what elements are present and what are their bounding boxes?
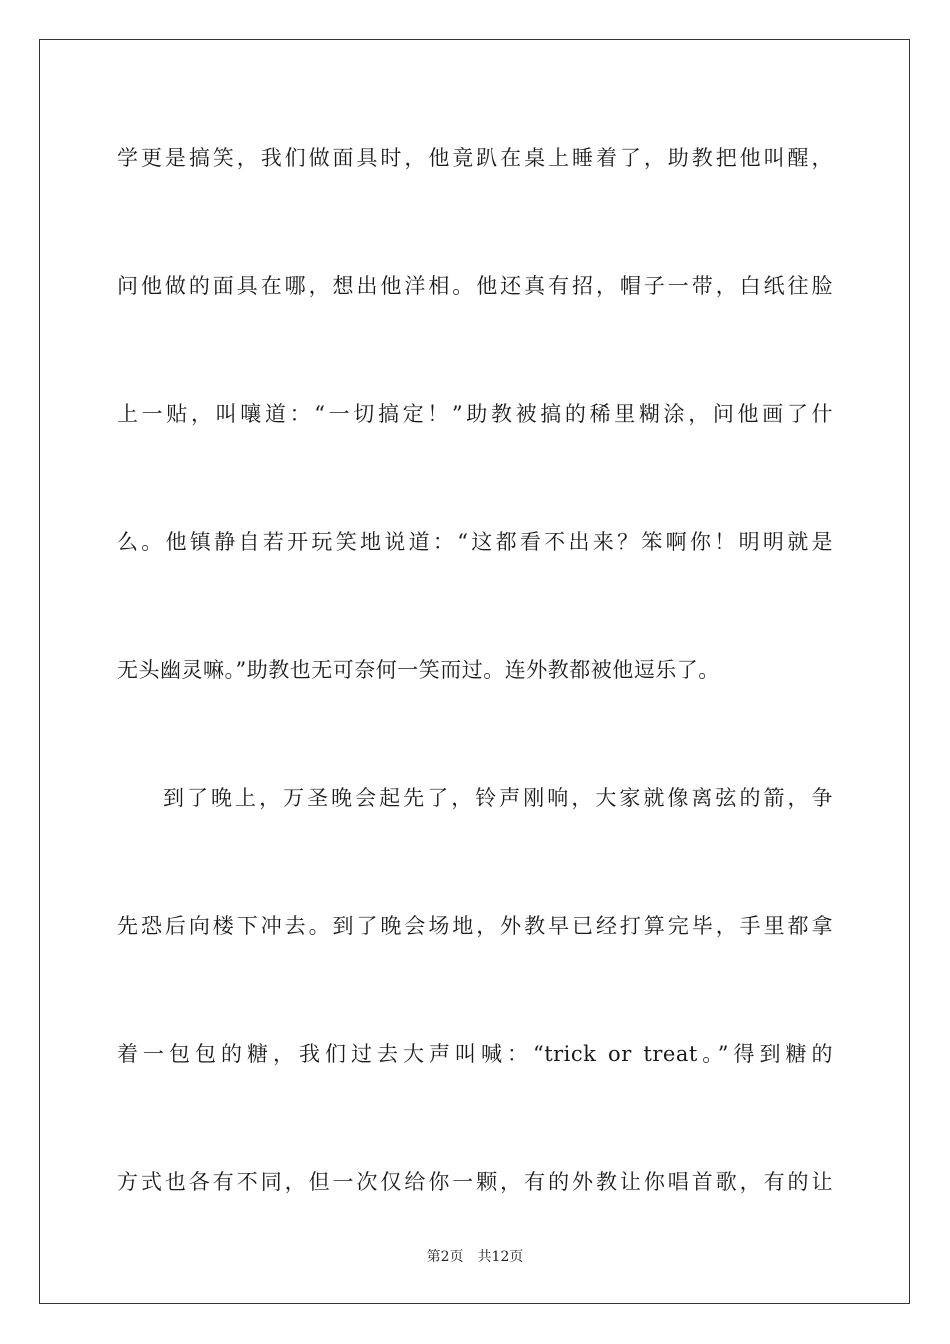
text-line: 先恐后向楼下冲去。到了晚会场地，外教早已经打算完毕，手里都拿 (117, 914, 833, 938)
body-text (117, 126, 833, 1278)
page-number: 第2页 (426, 1249, 464, 1265)
text-line: 学更是搞笑，我们做面具时，他竟趴在桌上睡着了，助教把他叫醒， (117, 146, 833, 170)
page-total: 共12页 (477, 1249, 524, 1265)
text-line: 方式也各有不同，但一次仅给你一颗，有的外教让你唱首歌，有的让 (117, 1170, 833, 1194)
text-line: 上一贴，叫嚷道：“一切搞定！”助教被搞的稀里糊涂，问他画了什 (117, 402, 833, 426)
text-line: 着一包包的糖，我们过去大声叫喊：“trick or treat。”得到糖的 (117, 1042, 833, 1066)
text-line: 无头幽灵嘛。”助教也无可奈何一笑而过。连外教都被他逗乐了。 (117, 658, 720, 682)
text-line: 问他做的面具在哪，想出他洋相。他还真有招，帽子一带，白纸往脸 (117, 274, 833, 298)
page-footer (0, 1246, 950, 1266)
text-line: 么。他镇静自若开玩笑地说道：“这都看不出来？笨啊你！明明就是 (117, 530, 833, 554)
text-line: 到了晚上，万圣晚会起先了，铃声刚响，大家就像离弦的箭，争 (163, 786, 833, 810)
